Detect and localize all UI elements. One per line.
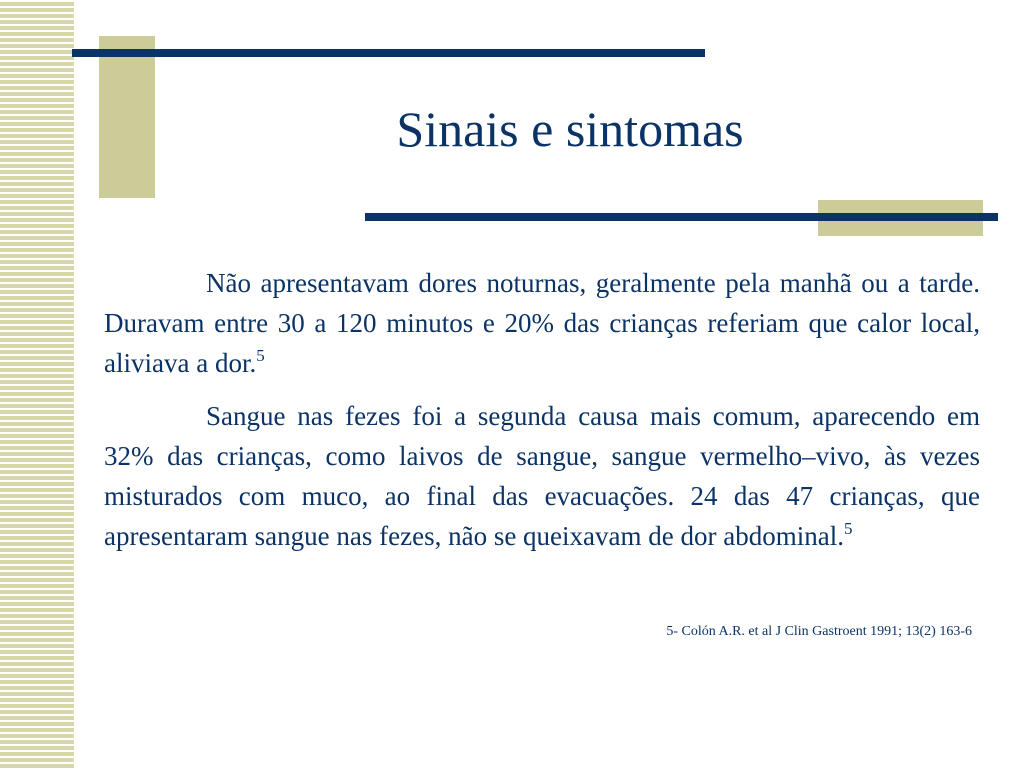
decorative-bar-top (72, 49, 705, 57)
paragraph-blood (104, 396, 980, 556)
reference-note: 5- Colón A.R. et al J Clin Gastroent 1991; 13(2) 163-6 (666, 624, 972, 639)
paragraph-text: Não apresentavam dores noturnas, geralmente pela manhã ou a tarde. Duravam entre 30 a 120 minutos e 20% das crianças referiam que calor local, aliviava a dor. (104, 268, 980, 378)
decorative-bar-middle (365, 213, 998, 221)
paragraph-text: Sangue nas fezes foi a segunda causa mais comum, aparecendo em 32% das crianças, como laivos de sangue, sangue vermelho–vivo, às vezes misturados com muco, ao final das evacuações. 24 das 47 crianças, que apresentaram sangue nas fezes, não se queixavam de dor abdominal. (104, 401, 980, 551)
citation-marker: 5 (843, 518, 853, 538)
slide-body (104, 263, 980, 569)
decorative-block-top (99, 36, 155, 198)
paragraph-pain (104, 263, 980, 383)
slide-title: Sinais e sintomas (396, 101, 744, 157)
citation-marker: 5 (256, 345, 265, 365)
decorative-stripes (0, 0, 74, 768)
